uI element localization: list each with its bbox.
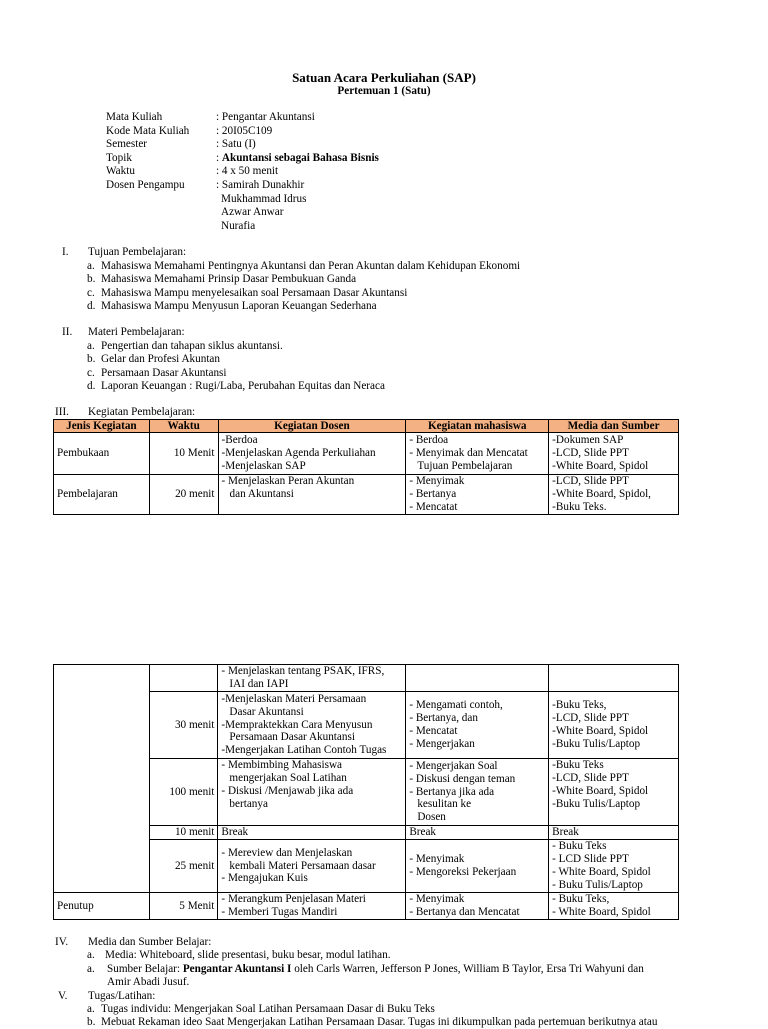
- list-letter: a.: [87, 1003, 95, 1015]
- info-label: Mata Kuliah: [106, 111, 163, 123]
- list-item: [107, 963, 644, 976]
- table-cell: [54, 665, 150, 893]
- cell-line: -LCD, Slide PPT: [552, 712, 629, 725]
- cell-line: mengerjakan Soal Latihan: [229, 771, 347, 784]
- info-value: : 20I05C109: [216, 125, 273, 137]
- list-letter: b.: [87, 1016, 96, 1028]
- table-cell: [549, 665, 679, 692]
- cell-line: - Merangkum Penjelasan Materi: [221, 893, 366, 906]
- table-cell: Break: [549, 826, 679, 840]
- cell-line: - Menjelaskan tentang PSAK, IFRS,: [221, 665, 385, 678]
- info-label: Semester: [106, 138, 148, 150]
- cell-line: kembali Materi Persamaan dasar: [229, 859, 376, 872]
- topic-value: Akuntansi sebagai Bahasa Bisnis: [221, 152, 379, 164]
- table-cell: [406, 759, 549, 826]
- cell-line: kesulitan ke: [417, 798, 472, 811]
- table-cell: Pembelajaran: [54, 475, 150, 515]
- table-cell: [406, 433, 549, 475]
- cell-line: -Buku Teks: [552, 759, 604, 771]
- list-item: Laporan Keuangan : Rugi/Laba, Perubahan Equitas dan Neraca: [101, 380, 385, 392]
- info-value-prefix: :: [216, 152, 222, 164]
- column-header: Waktu: [149, 420, 218, 433]
- cell-line: - Bertanya, dan: [409, 712, 478, 725]
- table-cell: [549, 759, 679, 826]
- cell-line: - Mereview dan Menjelaskan: [221, 846, 353, 859]
- list-item: Mahasiswa Mampu Menyusun Laporan Keuangan Sederhana: [101, 300, 377, 312]
- info-value: : 4 x 50 menit: [216, 165, 279, 177]
- cell-line: - Bertanya: [409, 488, 457, 501]
- cell-line: - Buku Teks,: [552, 893, 610, 906]
- section-number: II.: [62, 326, 73, 338]
- table-row: [54, 433, 679, 475]
- list-item: Pengertian dan tahapan siklus akuntansi.: [101, 340, 283, 352]
- list-item: Media: Whiteboard, slide presentasi, buku besar, modul latihan.: [105, 949, 391, 961]
- section-title: Tugas/Latihan:: [88, 990, 156, 1002]
- section-number: I.: [62, 246, 69, 258]
- table-row: [54, 893, 679, 920]
- dosen-name: Mukhammad Idrus: [221, 193, 307, 205]
- table-cell: [406, 475, 549, 515]
- list-item: Persamaan Dasar Akuntansi: [101, 367, 227, 379]
- cell-line: -Dokumen SAP: [552, 434, 624, 447]
- table-cell: [218, 665, 406, 692]
- list-item: Gelar dan Profesi Akuntan: [101, 353, 220, 365]
- table-cell: [218, 692, 406, 759]
- cell-line: - Berdoa: [409, 434, 449, 447]
- list-letter: c.: [87, 287, 95, 299]
- cell-line: - White Board, Spidol: [552, 866, 651, 878]
- document-title: Satuan Acara Perkuliahan (SAP): [292, 70, 476, 85]
- list-letter: a.: [87, 963, 95, 975]
- cell-line: -Mengerjakan Latihan Contoh Tugas: [221, 744, 387, 757]
- section-title: Kegiatan Pembelajaran:: [88, 406, 196, 418]
- table-row: [54, 475, 679, 515]
- info-label: Waktu: [106, 165, 135, 177]
- info-value: [216, 152, 379, 165]
- table-cell: [406, 692, 549, 759]
- cell-line: dan Akuntansi: [229, 487, 294, 500]
- cell-line: - Bertanya dan Mencatat: [409, 906, 520, 918]
- cell-line: -Berdoa: [221, 434, 258, 447]
- table-cell: [218, 840, 406, 893]
- cell-line: - Mengajukan Kuis: [221, 872, 308, 885]
- cell-line: - Memberi Tugas Mandiri: [221, 906, 338, 918]
- activity-table-continued: [53, 664, 679, 920]
- cell-line: -Buku Tulis/Laptop: [552, 737, 641, 750]
- list-item-continued: Amir Abadi Jusuf.: [107, 976, 190, 988]
- cell-line: - Mencatat: [409, 500, 458, 513]
- section-number: V.: [58, 990, 68, 1002]
- list-item: Mahasiswa Memahami Pentingnya Akuntansi dan Peran Akuntan dalam Kehidupan Ekonomi: [101, 260, 521, 272]
- section-title: Tujuan Pembelajaran:: [88, 246, 187, 258]
- list-letter: c.: [87, 367, 95, 379]
- cell-line: -White Board, Spidol: [552, 784, 649, 797]
- list-letter: b.: [87, 353, 96, 365]
- cell-line: -Buku Tulis/Laptop: [552, 797, 641, 810]
- table-cell: 5 Menit: [149, 893, 218, 920]
- section-title: Materi Pembelajaran:: [88, 326, 185, 338]
- column-header: Media dan Sumber: [549, 420, 679, 433]
- cell-line: IAI dan IAPI: [229, 678, 289, 690]
- book-title: Pengantar Akuntansi I: [182, 963, 292, 975]
- cell-line: Persamaan Dasar Akuntansi: [229, 731, 355, 744]
- table-cell: 10 Menit: [149, 433, 218, 475]
- cell-line: - Mengerjakan: [409, 737, 475, 750]
- table-cell: [406, 665, 549, 692]
- cell-line: - Mengoreksi Pekerjaan: [409, 866, 517, 878]
- cell-line: -LCD, Slide PPT: [552, 475, 629, 488]
- info-value: : Samirah Dunakhir: [216, 179, 305, 191]
- table-header-row: [54, 420, 679, 433]
- table-cell: Break: [406, 826, 549, 840]
- cell-line: - Menyimak dan Mencatat: [409, 447, 528, 460]
- section-number: III.: [55, 406, 69, 418]
- cell-line: Dasar Akuntansi: [229, 705, 304, 718]
- table-row: [54, 665, 679, 692]
- cell-line: -White Board, Spidol: [552, 725, 649, 737]
- cell-line: -LCD, Slide PPT: [552, 447, 629, 460]
- table-cell: [549, 433, 679, 475]
- dosen-name: Nurafia: [221, 220, 256, 232]
- cell-line: - Buku Tulis/Laptop: [552, 878, 643, 891]
- cell-line: Dosen: [417, 811, 446, 824]
- table-cell: 30 menit: [149, 692, 218, 759]
- cell-line: - Bertanya jika ada: [409, 785, 495, 798]
- table-cell: [218, 433, 406, 475]
- cell-line: -Menjelaskan Agenda Perkuliahan: [221, 447, 376, 460]
- cell-line: - White Board, Spidol: [552, 906, 651, 918]
- cell-line: -White Board, Spidol: [552, 459, 649, 472]
- table-cell: [218, 759, 406, 826]
- column-header: Kegiatan mahasiswa: [406, 420, 549, 433]
- table-cell: [549, 475, 679, 515]
- cell-line: - LCD Slide PPT: [552, 853, 629, 866]
- table-cell: 100 menit: [149, 759, 218, 826]
- table-cell: [549, 692, 679, 759]
- column-header: Jenis Kegiatan: [54, 420, 150, 433]
- list-letter: a.: [87, 949, 95, 961]
- table-cell: [218, 893, 406, 920]
- info-label: Kode Mata Kuliah: [106, 125, 190, 137]
- source-authors: oleh Carls Warren, Jefferson P Jones, William B Taylor, Ersa Tri Wahyuni dan: [291, 963, 644, 975]
- list-letter: a.: [87, 260, 95, 272]
- cell-line: - Diskusi dengan teman: [409, 772, 516, 785]
- table-cell: Break: [218, 826, 406, 840]
- cell-line: -Buku Teks,: [552, 699, 607, 712]
- table-cell: Pembukaan: [54, 433, 150, 475]
- list-letter: d.: [87, 380, 96, 392]
- info-label: Dosen Pengampu: [106, 179, 185, 191]
- dosen-name: Azwar Anwar: [221, 206, 284, 218]
- cell-line: - Mengamati contoh,: [409, 699, 503, 712]
- cell-line: - Buku Teks: [552, 840, 607, 853]
- list-letter: b.: [87, 273, 96, 285]
- table-cell: 20 menit: [149, 475, 218, 515]
- info-value: : Satu (I): [216, 138, 256, 150]
- table-cell: [406, 840, 549, 893]
- cell-line: -Menjelaskan SAP: [221, 459, 306, 472]
- list-letter: a.: [87, 340, 95, 352]
- section-title: Media dan Sumber Belajar:: [88, 936, 212, 948]
- activity-table: [53, 419, 679, 515]
- cell-line: - Menyimak: [409, 893, 465, 906]
- cell-line: bertanya: [229, 797, 268, 810]
- list-letter: d.: [87, 300, 96, 312]
- table-cell: [218, 475, 406, 515]
- info-label: Topik: [106, 152, 132, 164]
- column-header: Kegiatan Dosen: [218, 420, 406, 433]
- cell-line: - Mencatat: [409, 725, 458, 737]
- list-item: Tugas individu: Mengerjakan Soal Latihan Persamaan Dasar di Buku Teks: [101, 1003, 435, 1015]
- cell-line: - Mengerjakan Soal: [409, 759, 498, 772]
- cell-line: - Diskusi /Menjawab jika ada: [221, 784, 354, 797]
- cell-line: Tujuan Pembelajaran: [417, 459, 513, 472]
- table-cell: [149, 665, 218, 692]
- table-cell: 10 menit: [149, 826, 218, 840]
- cell-line: -Menjelaskan Materi Persamaan: [221, 692, 367, 705]
- list-item: Mebuat Rekaman ideo Saat Mengerjakan Latihan Persamaan Dasar. Tugas ini dikumpulkan pada pertemuan berikutnya atau: [101, 1016, 658, 1028]
- list-item: Mahasiswa Memahami Prinsip Dasar Pembukuan Ganda: [101, 273, 357, 285]
- section-number: IV.: [55, 936, 69, 948]
- table-cell: [549, 840, 679, 893]
- list-item: Mahasiswa Mampu menyelesaikan soal Persamaan Dasar Akuntansi: [101, 287, 408, 299]
- table-cell: 25 menit: [149, 840, 218, 893]
- cell-line: - Menyimak: [409, 853, 465, 866]
- table-cell: [406, 893, 549, 920]
- info-value: : Pengantar Akuntansi: [216, 111, 315, 123]
- cell-line: - Menjelaskan Peran Akuntan: [221, 475, 355, 487]
- table-cell: Penutup: [54, 893, 150, 920]
- source-prefix: Sumber Belajar:: [107, 963, 183, 975]
- cell-line: -Buku Teks.: [552, 500, 607, 513]
- document-subtitle: Pertemuan 1 (Satu): [337, 85, 431, 97]
- cell-line: -Mempraktekkan Cara Menyusun: [221, 718, 373, 731]
- table-cell: [549, 893, 679, 920]
- cell-line: -White Board, Spidol,: [552, 488, 651, 501]
- cell-line: - Membimbing Mahasiswa: [221, 759, 342, 771]
- cell-line: - Menyimak: [409, 475, 465, 488]
- cell-line: -LCD, Slide PPT: [552, 771, 629, 784]
